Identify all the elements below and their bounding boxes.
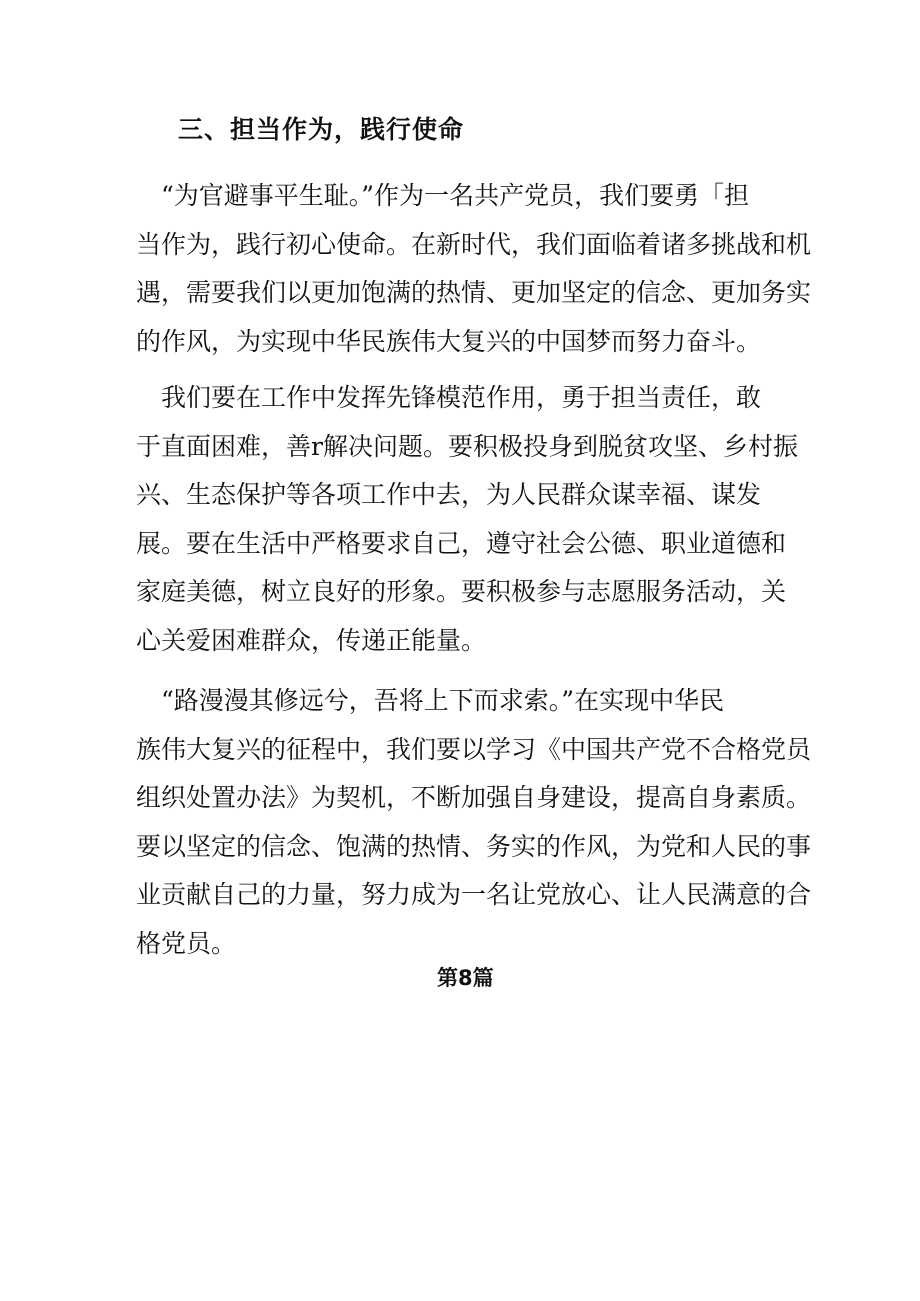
- paragraph-3: [136, 677, 811, 968]
- paragraph-line: “路漫漫其修远兮，吾将上下而求索。”在实现中华民: [136, 686, 725, 715]
- paragraph-line: 要以坚定的信念、饱满的热情、务实的作风，为党和人民的事: [136, 831, 812, 861]
- paragraph-line: 心关爱困难群众，传递正能量。: [136, 625, 487, 655]
- paragraph-line: 展。要在生活中严格要求自己，遵守社会公德、职业道德和: [136, 528, 787, 558]
- paragraph-1: [136, 172, 811, 366]
- paragraph-line: 业贡献自己的力量，努力成为一名让党放心、让人民满意的合: [136, 880, 812, 909]
- chapter-label: 第8篇: [437, 966, 494, 990]
- paragraph-line: 族伟大复兴的征程中，我们要以学习《中国共产党不合格党员: [136, 734, 812, 764]
- paragraph-line: 的作风，为实现中华民族伟大复兴的中国梦而努力奋斗。: [136, 326, 762, 356]
- paragraph-2: [136, 374, 798, 665]
- paragraph-line: 当作为，践行初心使命。在新时代，我们面临着诸多挑战和机: [136, 229, 812, 259]
- paragraph-line: “为官避事平生耻。”作为一名共产党员，我们要勇「担: [136, 181, 750, 210]
- section-heading: 三、担当作为，践行使命: [178, 115, 465, 144]
- paragraph-line: 家庭美德，树立良好的形象。要积极参与志愿服务活动，关: [136, 577, 787, 606]
- paragraph-line: 于直面困难，善r解决问题。要积极投身到脱贫攻坚、乡村振: [136, 431, 798, 461]
- paragraph-line: 组织处置办法》为契机，不断加强自身建设，提高自身素质。: [136, 783, 812, 812]
- paragraph-line: 兴、生态保护等各项工作中去，为人民群众谋幸福、谋发: [136, 480, 762, 509]
- paragraph-line: 我们要在工作中发挥先锋模范作用，勇于担当责任，敢: [136, 383, 762, 412]
- paragraph-line: 格党员。: [136, 928, 237, 958]
- paragraph-line: 遇，需要我们以更加饱满的热情、更加坚定的信念、更加务实: [136, 278, 812, 307]
